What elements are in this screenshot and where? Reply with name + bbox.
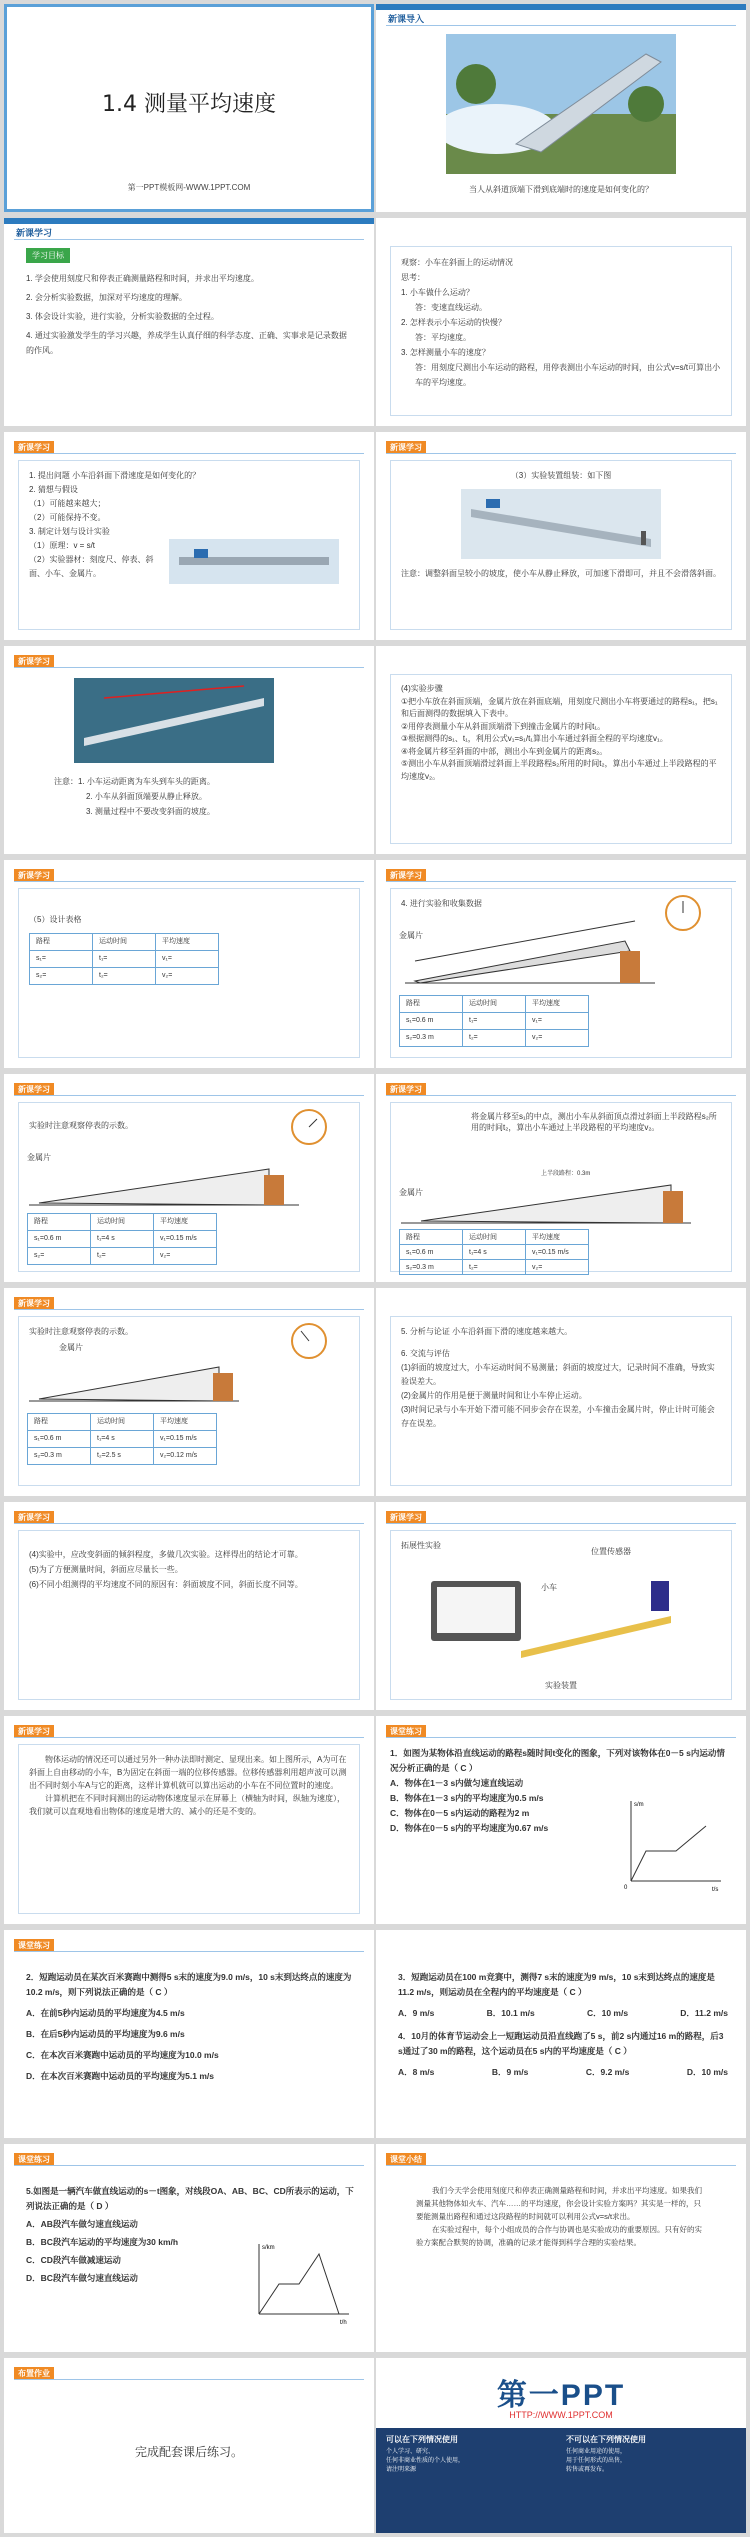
note-line: 3. 测量过程中不要改变斜面的坡度。 bbox=[86, 807, 215, 816]
text-line: 答：变速直线运动。 bbox=[415, 303, 487, 312]
sensor-label: 位置传感器 bbox=[591, 1547, 631, 1556]
data-table: 路程 运动时间 平均速度 s₁=0.6 m t₁=4 s v₁=0.15 m/s s₂=0.3 m t₂= v₂= bbox=[399, 1229, 589, 1275]
note-line: 注意：1. 小车运动距离为车头到车头的距离。 bbox=[54, 777, 215, 786]
summary-line: 我们今天学会使用刻度尺和停表正确测量路程和时间，并求出平均速度。如果我们测量其他物体如火车、汽车……的平均速度，你会设计实验方案吗？其实是一样的，只要能测量出路程和通过这段路程的时间就可以利用公式v=s/t求出。 bbox=[416, 2186, 702, 2221]
text-line: 计算机把在不同时间测出的运动物体速度显示在屏幕上（横轴为时间，纵轴为速度），我们就可以直观地看出物体的速度是增大的、减小的还是不变的。 bbox=[29, 1794, 345, 1816]
allowed-item: 个人学习、研究、 bbox=[386, 2449, 435, 2455]
option: D．10 m/s bbox=[686, 2067, 728, 2077]
option: B．在后5秒内运动员的平均速度为9.6 m/s bbox=[26, 2029, 185, 2039]
slide-table-design bbox=[4, 860, 374, 1068]
slide-tag: 新课学习 bbox=[14, 1725, 54, 1738]
stopwatch-icon bbox=[289, 1107, 329, 1147]
step-line: ①把小车放在斜面顶端，金属片放在斜面底端，用刻度尺测出小车将要通过的路程s₁，把s₁和后面测得的数据填入下表中。 bbox=[401, 696, 718, 718]
slide-measure-full bbox=[4, 1074, 374, 1282]
extension-heading: 拓展性实验 bbox=[401, 1541, 441, 1550]
plate-label: 金属片 bbox=[59, 1343, 83, 1352]
slide-exercise-3-4 bbox=[376, 1930, 746, 2138]
text-line: (4)实验中，应改变斜面的倾斜程度，多做几次实验。这样得出的结论才可靠。 bbox=[29, 1550, 303, 1559]
slide-tag: 新课学习 bbox=[386, 869, 426, 882]
slide-results bbox=[4, 1288, 374, 1496]
option: D．11.2 m/s bbox=[680, 2008, 728, 2018]
question-text: 4．10月的体育节运动会上一短跑运动员沿直线跑了5 s，前2 s内通过16 m的路程，后3 s通过了30 m的路程，这个运动员在5 s内的平均速度是（ C ） bbox=[398, 2031, 724, 2056]
text-line: （1）可能越来越大； bbox=[29, 499, 106, 508]
text-line: （2）实验器材：刻度尺、停表、斜面、小车、金属片。 bbox=[29, 555, 154, 578]
water-slide-photo bbox=[446, 34, 676, 174]
question-text: 3．短跑运动员在100 m竞赛中，测得7 s末的速度为9 m/s，10 s末到达终点的速度是11.2 m/s，则运动员在全程内的平均速度是（ C ） bbox=[398, 1972, 715, 1997]
incline-diagram bbox=[29, 1353, 239, 1403]
ruler-label: 上半段路程：0.3m bbox=[541, 1171, 591, 1177]
text-line: 1. 提出问题 小车沿斜面下滑速度是如何变化的？ bbox=[29, 471, 201, 480]
data-table: 路程 运动时间 平均速度 s₁=0.6 m t₁=4 s v₁=0.15 m/s s₂= t₂= v₂= bbox=[27, 1213, 217, 1265]
track-photo bbox=[74, 678, 274, 763]
slide-tag: 课堂练习 bbox=[14, 2153, 54, 2166]
slide-tag: 新课学习 bbox=[14, 1083, 54, 1096]
axis-label: t/s bbox=[712, 1887, 719, 1893]
setup-note: 注意：调整斜面呈较小的坡度，使小车从静止释放，可加速下滑即可，并且不会滑落斜面。 bbox=[401, 569, 721, 578]
slide-credits bbox=[376, 2358, 746, 2533]
setup-caption: 实验装置 bbox=[545, 1681, 577, 1690]
question-text: 5.如图是一辆汽车做直线运动的s－t图象，对线段OA、AB、BC、CD所表示的运动，下列说法正确的是（ D ） bbox=[26, 2186, 354, 2211]
text-line: 答：平均速度。 bbox=[415, 333, 471, 342]
slide-extension bbox=[376, 1502, 746, 1710]
text-line: 2. 怎样表示小车运动的快慢？ bbox=[401, 318, 506, 327]
allowed-title: 可以在下列情况使用 bbox=[386, 2435, 458, 2444]
axis-label: s/m bbox=[634, 1802, 644, 1808]
slide-exercise-5 bbox=[4, 2144, 374, 2352]
option: A．AB段汽车做匀速直线运动 bbox=[26, 2219, 138, 2229]
option: D．物体在0－5 s内的平均速度为0.67 m/s bbox=[390, 1823, 549, 1833]
text-line: 思考： bbox=[401, 273, 425, 282]
step-line: ④将金属片移至斜面的中部，测出小车到金属片的距离s₂。 bbox=[401, 746, 608, 756]
option: C．CD段汽车做减速运动 bbox=[26, 2255, 121, 2265]
text-line: 5. 分析与论证 小车沿斜面下滑的速度越来越大。 bbox=[401, 1327, 573, 1336]
step-line: (4)实验步骤 bbox=[401, 684, 443, 693]
slide-sensor-text bbox=[4, 1716, 374, 1924]
brand-url: HTTP://WWW.1PPT.COM bbox=[509, 2410, 613, 2420]
brand-logo: 第一PPT bbox=[496, 2379, 626, 2412]
incline-diagram bbox=[401, 1175, 691, 1225]
option: D．在本次百米赛跑中运动员的平均速度为5.1 m/s bbox=[26, 2071, 214, 2081]
goal-item: 2. 会分析实验数据，加深对平均速度的理解。 bbox=[26, 293, 187, 302]
incline-diagram bbox=[405, 911, 655, 986]
text-line: (1)斜面的坡度过大，小车运动时间不易测量；斜面的坡度过大，记录时间不准确，导致实验误差大。 bbox=[401, 1363, 715, 1386]
option: D．BC段汽车做匀速直线运动 bbox=[26, 2273, 138, 2283]
slide-homework bbox=[4, 2358, 374, 2533]
slide-title bbox=[4, 4, 374, 212]
text-line: 观察：小车在斜面上的运动情况 bbox=[401, 258, 513, 267]
observe-heading: 实验时注意观察停表的示数。 bbox=[29, 1121, 133, 1130]
observe-heading: 实验时注意观察停表的示数。 bbox=[29, 1327, 133, 1336]
setup-heading: （3）实验装置组装：如下图 bbox=[510, 471, 612, 480]
axis-label: s/km bbox=[262, 2245, 275, 2251]
slide-goals bbox=[4, 218, 374, 426]
question-text: 1．如图为某物体沿直线运动的路程s随时间t变化的图象，下列对该物体在0－5 s内运动情况分析正确的是（ C ） bbox=[390, 1748, 725, 1773]
option: C．9.2 m/s bbox=[585, 2067, 630, 2077]
axis-label: t/h bbox=[340, 2320, 347, 2326]
data-table: 路程 运动时间 平均速度 s₁=0.6 m t₁=4 s v₁=0.15 m/s s₂=0.3 m t₂=2.5 s v₂=0.12 m/s bbox=[27, 1413, 217, 1465]
slide-tag: 新课学习 bbox=[386, 441, 426, 454]
homework-text: 完成配套课后练习。 bbox=[134, 2445, 243, 2459]
car-s-t-graph bbox=[244, 2239, 354, 2329]
slide-steps bbox=[376, 646, 746, 854]
option: A．8 m/s bbox=[398, 2067, 435, 2077]
slide-exercise-2 bbox=[4, 1930, 374, 2138]
step-line: ②用停表测量小车从斜面顶端滑下到撞击金属片的时间t₁。 bbox=[401, 721, 606, 731]
forbidden-title: 不可以在下列情况使用 bbox=[566, 2435, 646, 2444]
s-t-graph bbox=[616, 1796, 726, 1896]
goals-badge: 学习目标 bbox=[26, 248, 70, 263]
car-label: 小车 bbox=[541, 1583, 557, 1592]
slide-tag: 课堂练习 bbox=[386, 1725, 426, 1738]
plate-label: 金属片 bbox=[399, 1188, 423, 1197]
incline-diagram bbox=[29, 1147, 299, 1207]
forbidden-item: 任何商业用途的使用， bbox=[566, 2449, 627, 2455]
text-line: （2）可能保持不变。 bbox=[29, 513, 106, 522]
text-line: 1. 小车做什么运动？ bbox=[401, 288, 474, 297]
option: B．物体在1－3 s内的平均速度为0.5 m/s bbox=[390, 1793, 544, 1803]
text-line: 6. 交流与评估 bbox=[401, 1349, 450, 1358]
data-table: 路程 运动时间 平均速度 s₁=0.6 m t₁= v₁= s₂=0.3 m t₂= v₂= bbox=[399, 995, 589, 1047]
forbidden-item: 用于任何形式的出售， bbox=[566, 2458, 627, 2464]
collect-heading: 4. 进行实验和收集数据 bbox=[401, 899, 482, 908]
slide-tag: 新课学习 bbox=[14, 655, 54, 668]
option: B．10.1 m/s bbox=[486, 2008, 535, 2018]
text-line: 物体运动的情况还可以通过另外一种办法即时测定、显现出来。如上图所示，A为可在斜面上自由移动的小车，B为固定在斜面一端的位移传感器。位移传感器利用超声波可以测出不同时刻小车A与它的距离，这样计算机就可以算出运动的小车在不同位置时的速度。 bbox=[29, 1755, 347, 1790]
slide-tips bbox=[4, 1502, 374, 1710]
goal-item: 4. 通过实验激发学生的学习兴趣，养成学生认真仔细的科学态度、正确、实事求是记录数据的作风。 bbox=[26, 331, 347, 355]
slide-tag: 新课学习 bbox=[386, 1083, 426, 1096]
text-line: (2)金属片的作用是便于测量时间和让小车停止运动。 bbox=[401, 1391, 587, 1400]
allowed-item: 请注明来源 bbox=[386, 2467, 417, 2473]
text-line: 3. 制定计划与设计实验 bbox=[29, 527, 110, 536]
slide-tag: 新课学习 bbox=[14, 869, 54, 882]
text-line: 2. 猜想与假设 bbox=[29, 485, 78, 494]
text-line: 答：用刻度尺测出小车运动的路程，用停表测出小车运动的时间，由公式v=s/t可算出小车的平均速度。 bbox=[415, 363, 721, 387]
slide-evaluate bbox=[376, 1288, 746, 1496]
slide-tag: 布置作业 bbox=[14, 2367, 54, 2380]
question-text: 2．短跑运动员在某次百米赛跑中测得5 s末的速度为9.0 m/s，10 s末到达终点的速度为10.2 m/s，则下列说法正确的是（ C ） bbox=[26, 1972, 352, 1997]
axis-label: 0 bbox=[624, 1885, 628, 1891]
slide-exercise-1 bbox=[376, 1716, 746, 1924]
incline-photo bbox=[169, 539, 339, 584]
sensor-setup-diagram bbox=[431, 1561, 681, 1661]
presentation-title: 1.4 测量平均速度 bbox=[102, 92, 276, 117]
option: B．9 m/s bbox=[491, 2067, 529, 2077]
text-line: (3)时间记录与小车开始下滑可能不同步会存在误差，小车撞击金属片时，停止计时可能会存在误差。 bbox=[401, 1405, 715, 1428]
allowed-item: 任何非商业性质的个人使用， bbox=[386, 2458, 465, 2464]
step-line: ③根据测得的s₁、t₁，利用公式v₁=s₁/t₁算出小车通过斜面全程的平均速度v₁。 bbox=[401, 734, 668, 743]
goal-item: 1. 学会使用刻度尺和停表正确测量路程和时间，并求出平均速度。 bbox=[26, 274, 259, 283]
slide-measure-half bbox=[376, 1074, 746, 1282]
option: C．10 m/s bbox=[586, 2008, 629, 2018]
text-line: (6)不同小组测得的平均速度不同的原因有：斜面坡度不同，斜面长度不同等。 bbox=[29, 1580, 303, 1589]
option: B．BC段汽车运动的平均速度为30 km/h bbox=[26, 2237, 179, 2247]
text-line: (5)为了方便测量时间，斜面应尽量长一些。 bbox=[29, 1565, 183, 1574]
half-text: 将金属片移至s₁的中点，测出小车从斜面顶点滑过斜面上半段路程s₂所用的时间t₂，算出小车通过上半段路程的平均速度v₂。 bbox=[471, 1112, 717, 1132]
slide-notes bbox=[4, 646, 374, 854]
text-line: 3. 怎样测量小车的速度？ bbox=[401, 348, 490, 357]
slide-tag: 新课学习 bbox=[14, 1297, 54, 1310]
slide-collect bbox=[376, 860, 746, 1068]
option: C．物体在0－5 s内运动的路程为2 m bbox=[390, 1808, 530, 1818]
step-line: ⑤测出小车从斜面顶端滑过斜面上半段路程s₂所用的时间t₂，算出小车通过上半段路程的平均速度v₂。 bbox=[401, 759, 717, 781]
option: C．在本次百米赛跑中运动员的平均速度为10.0 m/s bbox=[26, 2050, 219, 2060]
slide-summary bbox=[376, 2144, 746, 2352]
slide-tag: 课堂小结 bbox=[386, 2153, 426, 2166]
option: A．9 m/s bbox=[398, 2008, 435, 2018]
slide-tag: 新课学习 bbox=[14, 1511, 54, 1524]
plate-label: 金属片 bbox=[27, 1153, 51, 1162]
slide-tag: 新课学习 bbox=[16, 228, 53, 238]
slide-setup bbox=[376, 432, 746, 640]
goal-item: 3. 体会设计实验，进行实验，分析实验数据的全过程。 bbox=[26, 312, 219, 321]
summary-line: 在实验过程中，每个小组成员的合作与协调也是实验成功的重要原因。只有好的实验方案配合默契的协调，准确的记录才能得到科学合理的实验结果。 bbox=[416, 2225, 702, 2247]
forbidden-item: 转售或再发布。 bbox=[566, 2467, 609, 2473]
slide-tag: 课堂练习 bbox=[14, 1939, 54, 1952]
site-credit: 第一PPT模板网-WWW.1PPT.COM bbox=[127, 183, 251, 192]
slide-observe bbox=[376, 218, 746, 426]
slide-tag: 新课学习 bbox=[14, 441, 54, 454]
table-heading: （5）设计表格 bbox=[29, 915, 82, 924]
option: A．在前5秒内运动员的平均速度为4.5 m/s bbox=[26, 2008, 185, 2018]
data-table: 路程 运动时间 平均速度 s₁= t₁= v₁= s₂= t₂= v₂= bbox=[29, 933, 219, 985]
note-line: 2. 小车从斜面顶端要从静止释放。 bbox=[86, 792, 207, 801]
slide-plan bbox=[4, 432, 374, 640]
plate-label: 金属片 bbox=[399, 931, 423, 940]
setup-photo bbox=[461, 489, 661, 559]
intro-caption: 当人从斜道顶端下滑到底端时的速度是如何变化的？ bbox=[469, 185, 653, 194]
slide-intro bbox=[376, 4, 746, 212]
stopwatch-icon bbox=[289, 1321, 329, 1361]
stopwatch-icon bbox=[663, 893, 703, 933]
slide-tag: 新课学习 bbox=[386, 1511, 426, 1524]
slide-tag: 新课导入 bbox=[388, 14, 425, 24]
text-line: （1）原理：v = s/t bbox=[29, 541, 96, 550]
option: A．物体在1－3 s内做匀速直线运动 bbox=[390, 1778, 524, 1788]
